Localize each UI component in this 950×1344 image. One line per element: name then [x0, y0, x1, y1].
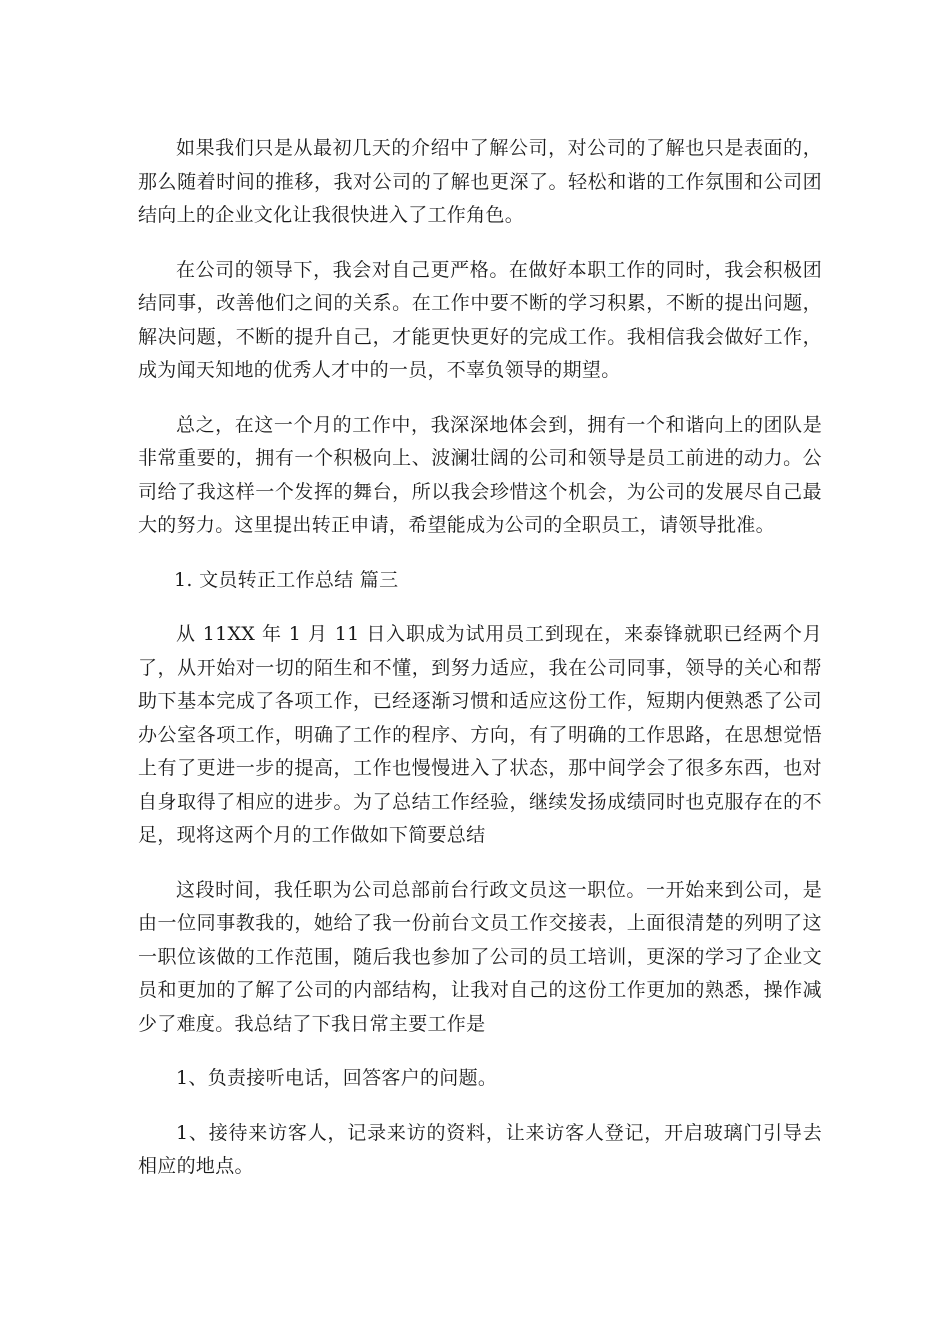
paragraph-onboarding: 从 11XX 年 1 月 11 日入职成为试用员工到现在，来泰锋就职已经两个月了，从开始对一切的陌生和不懂，到努力适应，我在公司同事，领导的关心和帮助下基本完成了各项工作，已经逐渐习惯和适应这份工作，短期内便熟悉了公司办公室各项工作，明确了工作的程序、方向，有了明确的工作思路，在思想觉悟上有了更进一步的提高，工作也慢慢进入了状态，那中间学会了很多东西，也对自身取得了相应的进步。为了总结工作经验，继续发扬成绩同时也克服存在的不足，现将这两个月的工作做如下简要总结 [138, 623, 822, 846]
section-heading: 1. 文员转正工作总结 篇三 [174, 568, 399, 591]
list-item-phone: 1、负责接听电话，回答客户的问题。 [176, 1067, 498, 1089]
paragraph-self-discipline: 在公司的领导下，我会对自己更严格。在做好本职工作的同时，我会积极团结同事，改善他们之间的关系。在工作中要不断的学习积累，不断的提出问题，解决问题，不断的提升自己，才能更快更好的完成工作。我相信我会做好工作，成为闻天知地的优秀人才中的一员，不辜负领导的期望。 [138, 258, 822, 381]
paragraph-position: 这段时间，我任职为公司总部前台行政文员这一职位。一开始来到公司，是由一位同事教我的，她给了我一份前台文员工作交接表，上面很清楚的列明了这一职位该做的工作范围，随后我也参加了公司的员工培训，更深的学习了企业文员和更加的了解了公司的内部结构，让我对自己的这份工作更加的熟悉，操作减少了难度。我总结了下我日常主要工作是 [138, 878, 822, 1035]
paragraph-conclusion: 总之，在这一个月的工作中，我深深地体会到，拥有一个和谐向上的团队是非常重要的，拥有一个积极向上、波澜壮阔的公司和领导是员工前进的动力。公司给了我这样一个发挥的舞台，所以我会珍惜这个机会，为公司的发展尽自己最大的努力。这里提出转正申请，希望能成为公司的全职员工，请领导批准。 [138, 413, 822, 536]
list-item-visitors: 1、接待来访客人，记录来访的资料，让来访客人登记，开启玻璃门引导去相应的地点。 [138, 1121, 822, 1177]
paragraph-intro-understanding: 如果我们只是从最初几天的介绍中了解公司，对公司的了解也只是表面的，那么随着时间的推移，我对公司的了解也更深了。轻松和谐的工作氛围和公司团结向上的企业文化让我很快进入了工作角色。 [138, 137, 822, 226]
document-body [138, 132, 822, 1205]
